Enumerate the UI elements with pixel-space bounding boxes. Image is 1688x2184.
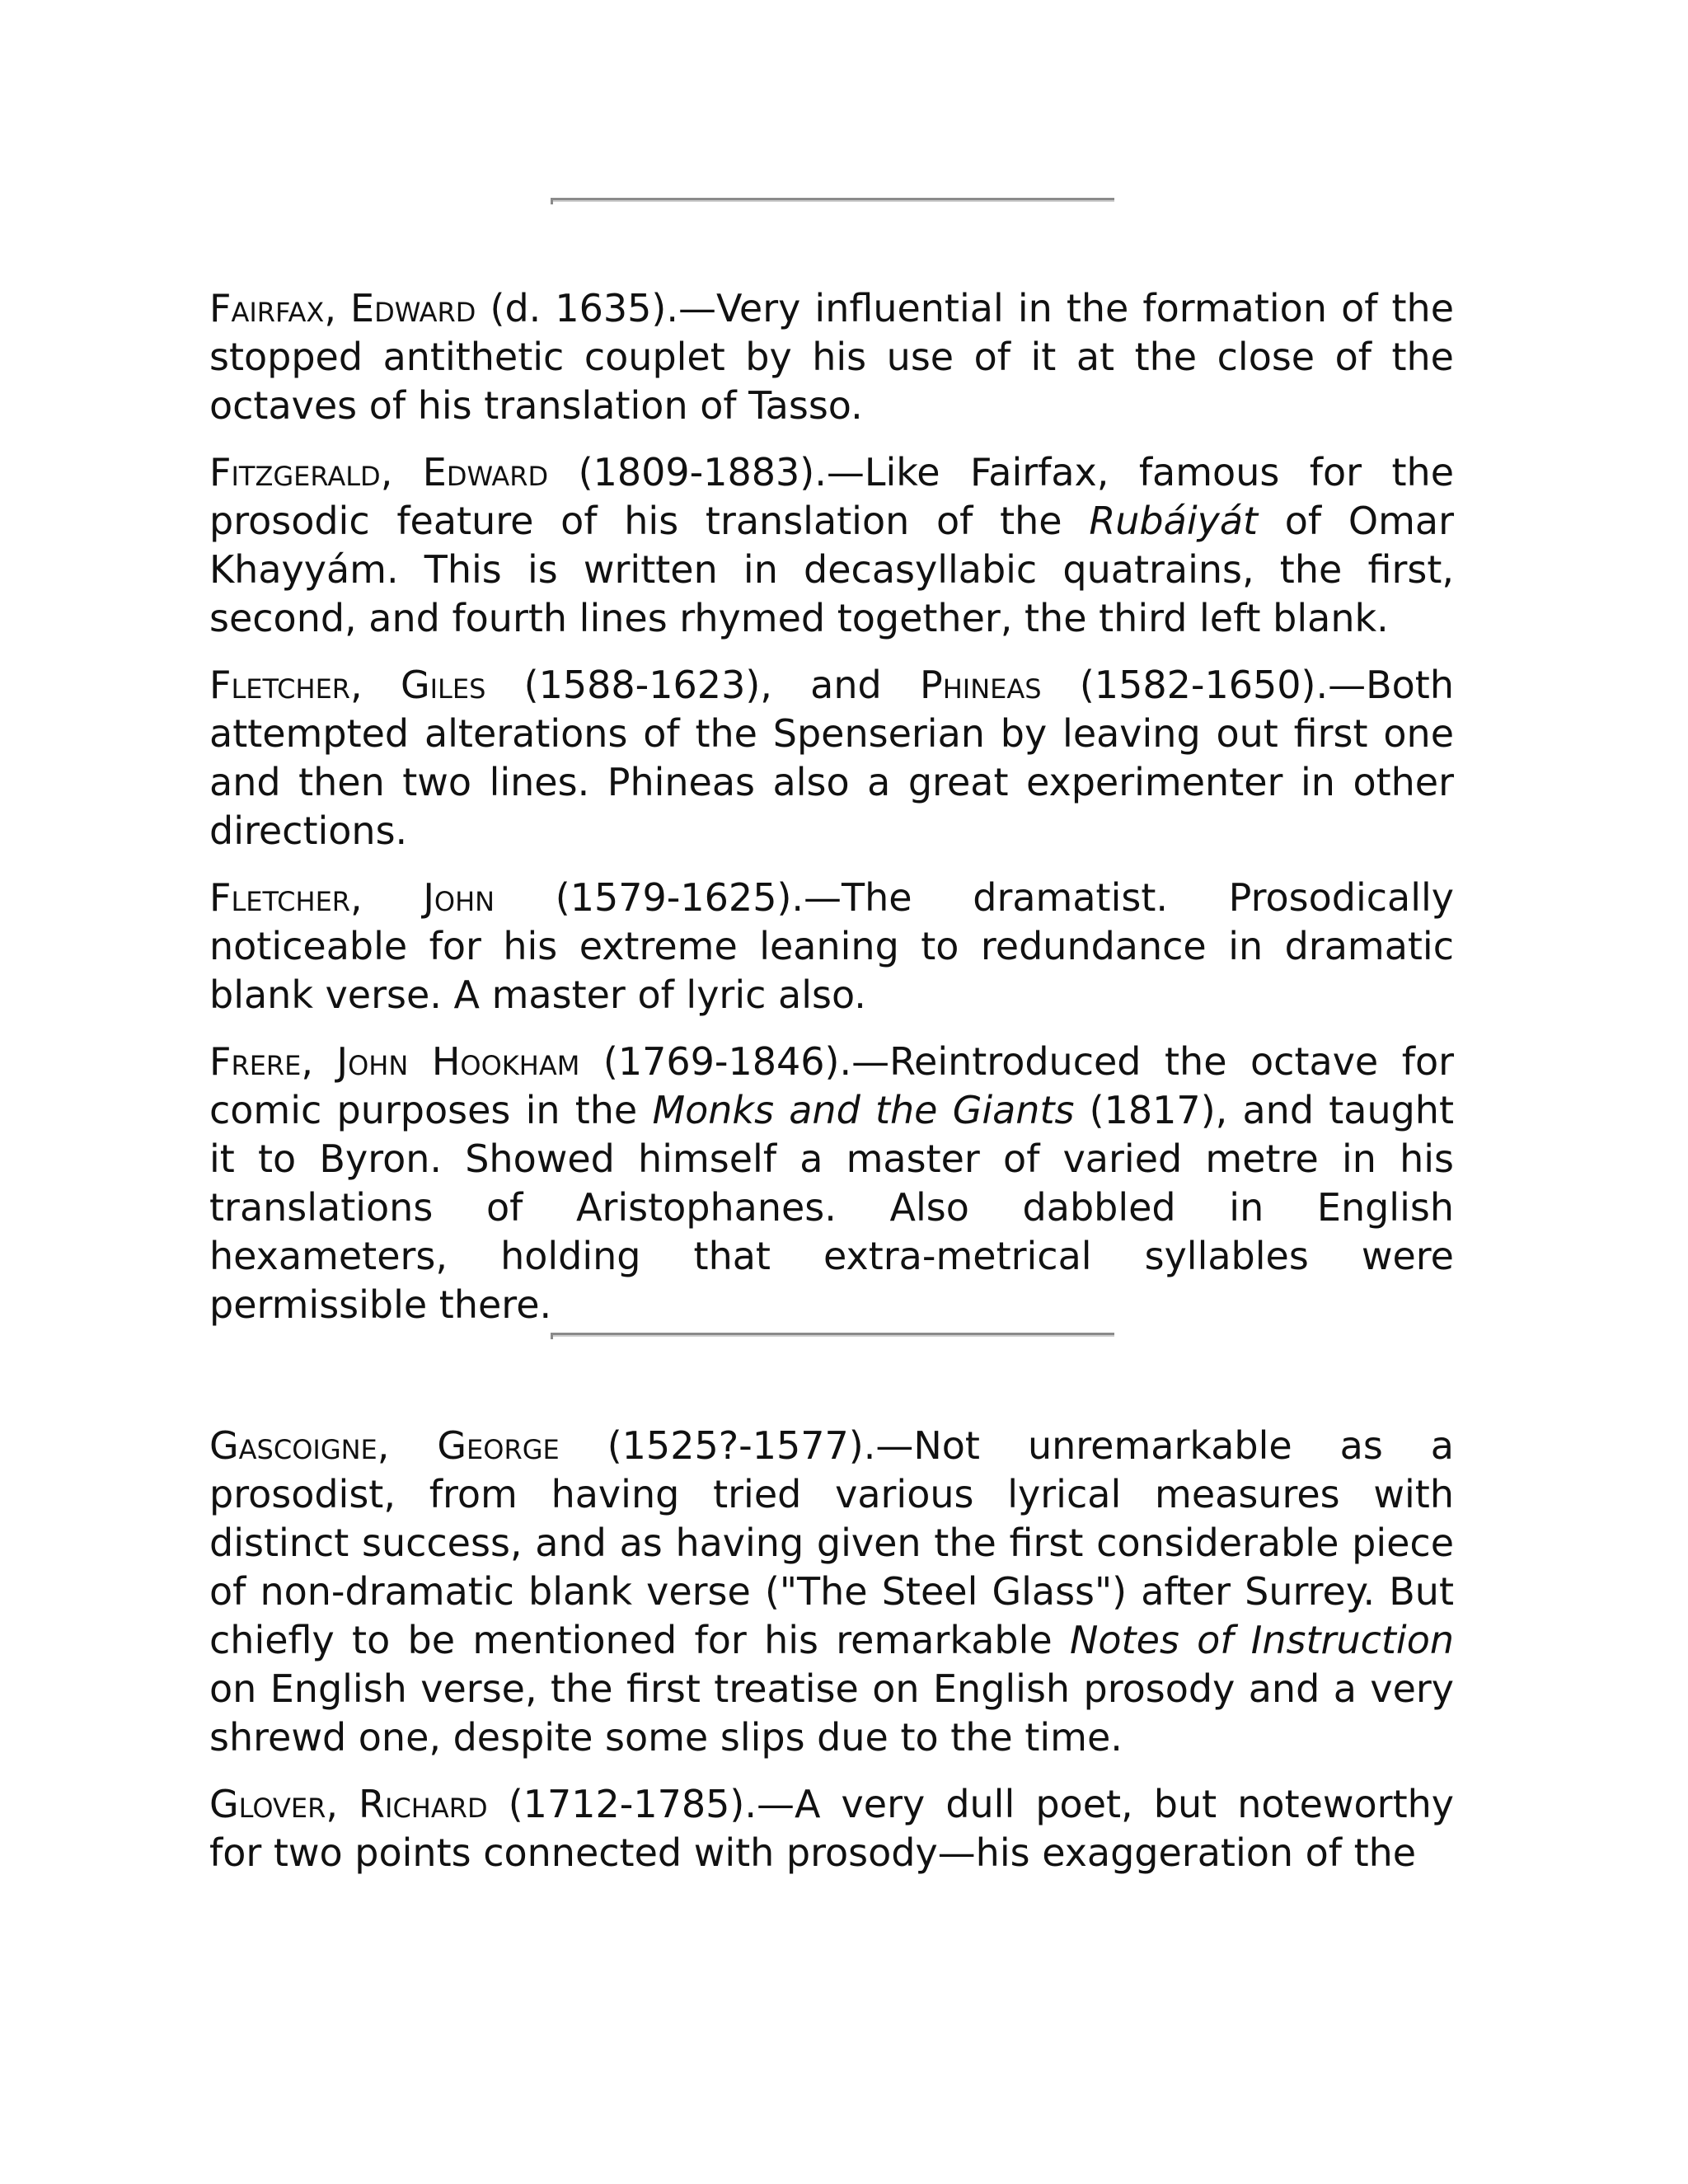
entry-gascoigne: Gascoigne, George (1525?-1577).—Not unremarkable as a prosodist, from having tried various lyrical measures with distinct success, and as having given the first considerable piece of non-dramatic blank verse ("The Steel Glass") after Surrey. But chiefly to be mentioned for his remarkable Notes of Instruction on English verse, the first treatise on English prosody and a very shrewd one, despite some slips due to the time.	[209, 1423, 1455, 1760]
entry-forename: Richard	[359, 1782, 488, 1826]
entry-text: of Omar Khayyám. This is written in decasyllabic quatrains, the first, second, and fourth lines rhymed together, the third left blank.	[209, 499, 1454, 640]
entry-glover: Glover, Richard (1712-1785).—A very dull poet, but noteworthy for two points connected with prosody—his exaggeration of the	[209, 1782, 1454, 1875]
entry-text: (1769-1846).—Reintroduced the octave for comic purposes in the	[209, 1039, 1455, 1132]
entry-text: (1579-1625).—The dramatist. Prosodically noticeable for his extreme leaning to redundance in dramatic blank verse. A master of lyric also.	[209, 875, 1454, 1017]
section-divider	[551, 1333, 1114, 1337]
section-g-entries	[209, 1422, 1454, 1896]
entry-text: (1712-1785).—A very dull poet, but noteworthy for two points connected with prosody—his exaggeration of the	[209, 1782, 1454, 1875]
entry-italic-title: Notes of Instruction	[1070, 1618, 1455, 1662]
entry-surname: Fletcher	[209, 663, 351, 707]
entry-surname: Fairfax	[209, 286, 325, 330]
entry-surname: Frere	[209, 1039, 302, 1084]
entry-forename: Edward	[422, 450, 549, 494]
entry-fitzgerald: Fitzgerald, Edward (1809-1883).—Like Fairfax, famous for the prosodic feature of his translation of the Rubáiyát of Omar Khayyám. This is written in decasyllabic quatrains, the first, second, and fourth lines rhymed together, the third left blank.	[209, 450, 1454, 640]
entry-text: on English verse, the first treatise on English prosody and a very shrewd one, despite some slips due to the time.	[209, 1666, 1454, 1760]
entry-fletcher-giles-phineas: Fletcher, Giles (1588-1623), and Phineas (1582-1650).—Both attempted alterations of the Spenserian by leaving out first one and then two lines. Phineas also a great experimenter in other directions.	[209, 663, 1454, 853]
entry-text: (1817), and taught it to Byron. Showed himself a master of varied metre in his translations of Aristophanes. Also dabbled in English hexameters, holding that extra-metrical syllables were permissible there.	[209, 1088, 1454, 1327]
entry-text: (d. 1635).—Very influential in the formation of the stopped antithetic couplet by his use of it at the close of the octaves of his translation of Tasso.	[209, 286, 1454, 428]
entry-forename: George	[437, 1423, 560, 1468]
entry-text: (1588-1623), and	[485, 663, 920, 707]
entry-fletcher-john: Fletcher, John (1579-1625).—The dramatist. Prosodically noticeable for his extreme leaning to redundance in dramatic blank verse. A master of lyric also.	[209, 875, 1454, 1017]
entry-surname: Fitzgerald	[209, 450, 381, 494]
entry-italic-title: Rubáiyát	[1089, 499, 1259, 543]
entry-italic-title: Monks and the Giants	[652, 1088, 1075, 1132]
entry-surname: Gascoigne	[209, 1423, 377, 1468]
entry-text: (1809-1883).—Like Fairfax, famous for the prosodic feature of his translation of the	[209, 450, 1454, 543]
entry-frere: Frere, John Hookham (1769-1846).—Reintroduced the octave for comic purposes in the Monks and the Giants (1817), and taught it to Byron. Showed himself a master of varied metre in his translations of Aristophanes. Also dabbled in English hexameters, holding that extra-metrical syllables were permissible there.	[209, 1039, 1455, 1327]
section-f-entries	[209, 284, 1454, 1347]
entry-fairfax: Fairfax, Edward (d. 1635).—Very influential in the formation of the stopped antithetic couplet by his use of it at the close of the octaves of his translation of Tasso.	[209, 286, 1454, 428]
entry-forename: Giles	[400, 663, 486, 707]
entry-text: (1582-1650).—Both attempted alterations of the Spenserian by leaving out first one and then two lines. Phineas also a great experimenter in other directions.	[209, 663, 1454, 853]
entry-surname: Fletcher	[209, 875, 351, 920]
section-divider	[551, 198, 1114, 202]
entry-forename: Edward	[350, 286, 476, 330]
entry-surname: Glover	[209, 1782, 326, 1826]
entry-forename: John	[423, 875, 495, 920]
entry-forename: John Hookham	[336, 1039, 580, 1084]
entry-text: (1525?-1577).—Not unremarkable as a prosodist, from having tried various lyrical measures with distinct success, and as having given the first considerable piece of non-dramatic blank verse ("The Steel Glass") after Surrey. But chiefly to be mentioned for his remarkable	[209, 1423, 1454, 1662]
entry-forename: Phineas	[919, 663, 1042, 707]
